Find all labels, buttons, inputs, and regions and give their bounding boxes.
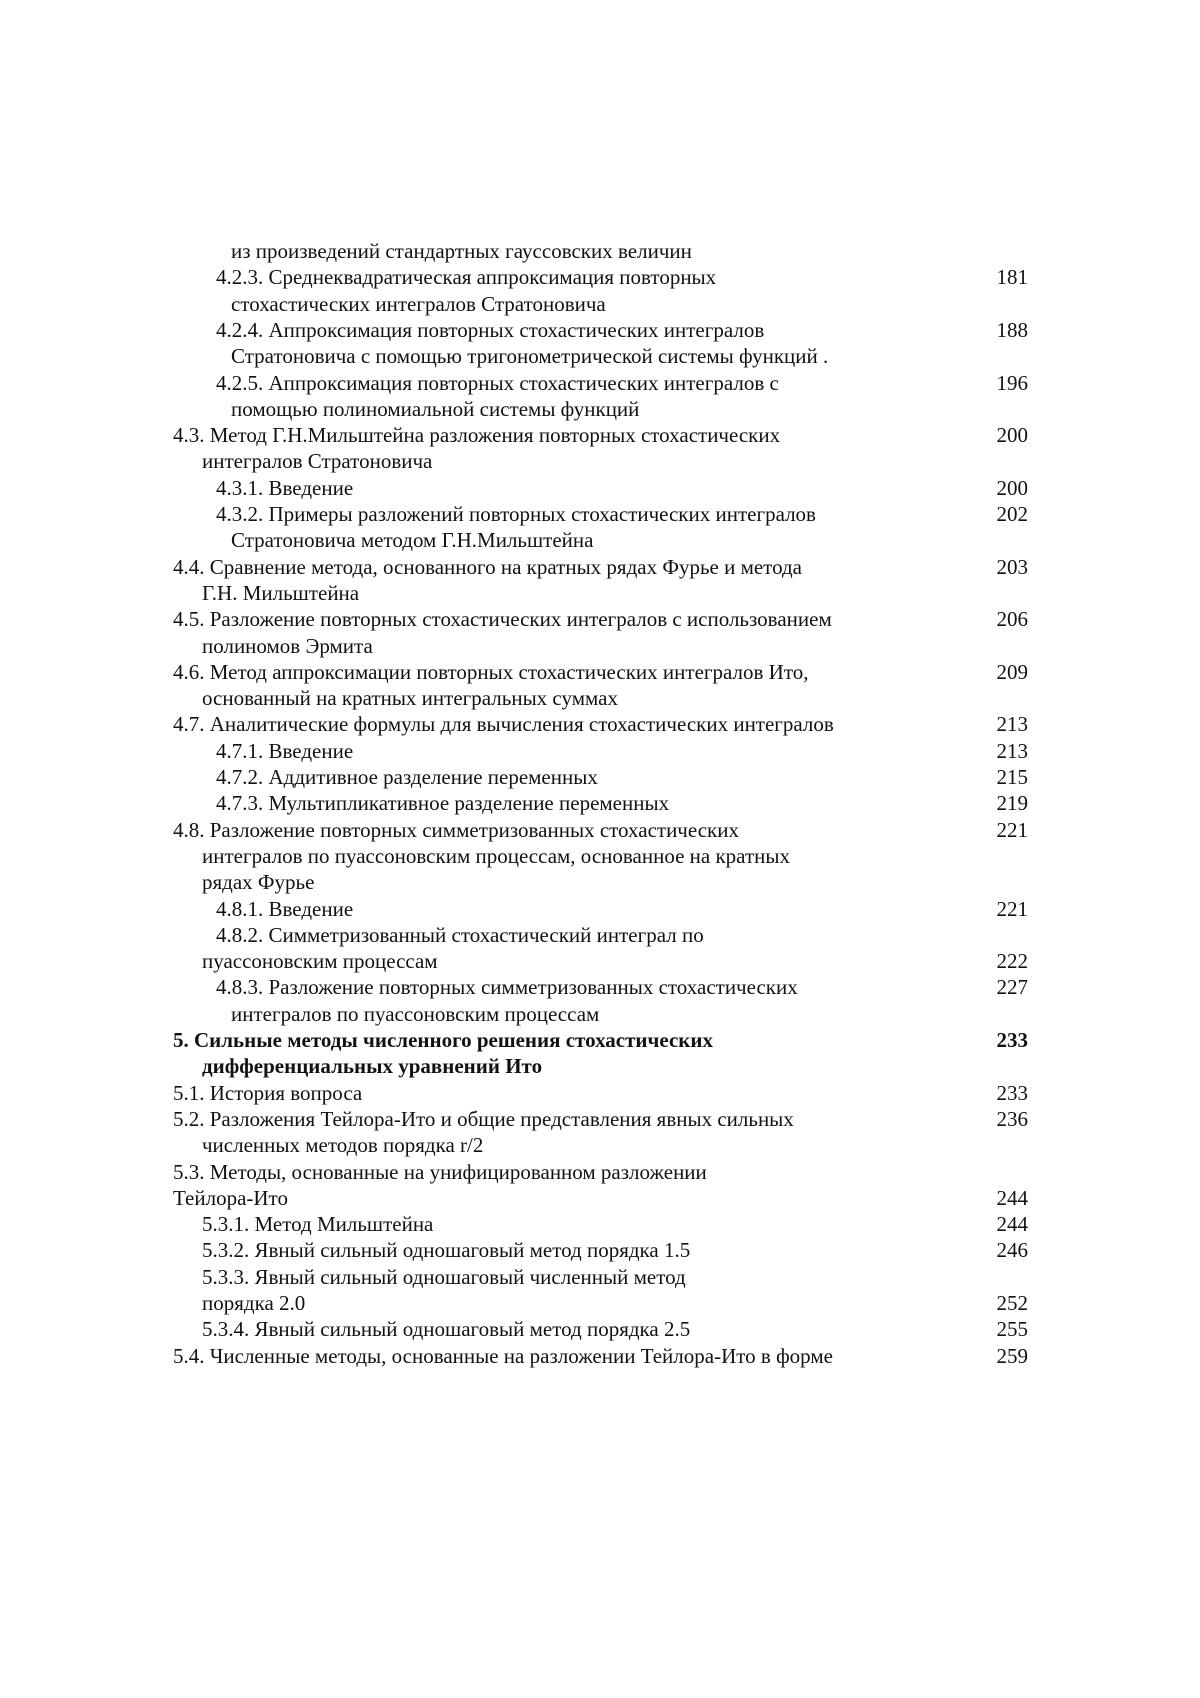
toc-line (0, 342, 1200, 370)
toc-entry-text: 5. Сильные методы численного решения стохастических (173, 1028, 713, 1052)
toc-page-number: 244 (996, 1212, 1028, 1236)
toc-page-number: 209 (996, 660, 1028, 684)
toc-entry-text: 4.7.1. Введение (216, 739, 354, 763)
toc-line (0, 658, 1200, 686)
toc-line (0, 1342, 1200, 1370)
toc-line (0, 1079, 1200, 1107)
toc-entry-text: 4.7.3. Мультипликативное разделение переменных (216, 791, 670, 815)
toc-entry-text: Г.Н. Мильштейна (202, 581, 360, 605)
toc-line (0, 500, 1200, 528)
toc-line (0, 263, 1200, 291)
toc-line (0, 895, 1200, 923)
toc-entry-text: рядах Фурье (202, 870, 315, 894)
toc-entry-text: 5.3.1. Метод Мильштейна (202, 1212, 434, 1236)
toc-line (0, 1158, 1200, 1186)
toc-line (0, 710, 1200, 738)
toc-entry-text: 4.6. Метод аппроксимации повторных стохастических интегралов Ито, (173, 660, 809, 684)
toc-entry-text: интегралов Стратоновича (202, 449, 433, 473)
toc-line (0, 1026, 1200, 1054)
toc-entry-text: 5.3.2. Явный сильный одношаговый метод порядка 1.5 (202, 1238, 691, 1262)
toc-page-number: 188 (996, 318, 1028, 342)
toc-entry-text: 4.3.2. Примеры разложений повторных стохастических интегралов (216, 502, 816, 526)
toc-page-number: 252 (996, 1291, 1028, 1315)
toc-line (0, 526, 1200, 554)
toc-line (0, 763, 1200, 791)
toc-entry-text: 4.3.1. Введение (216, 476, 354, 500)
toc-page-number: 233 (996, 1081, 1028, 1105)
toc-line (0, 1236, 1200, 1264)
toc-line (0, 868, 1200, 896)
toc-entry-text: 4.8.3. Разложение повторных симметризованных стохастических (216, 975, 798, 999)
toc-line (0, 1315, 1200, 1343)
toc-line (0, 632, 1200, 660)
toc-entry-text: 5.3. Методы, основанные на унифицированном разложении (173, 1160, 707, 1184)
toc-entry-text: Стратоновича с помощью тригонометрической системы функций . (231, 344, 829, 368)
toc-entry-text: 4.5. Разложение повторных стохастических интегралов с использованием (173, 607, 832, 631)
toc-line (0, 1184, 1200, 1212)
toc-page-number: 196 (996, 371, 1028, 395)
toc-page-number: 222 (996, 949, 1028, 973)
toc-line (0, 1263, 1200, 1291)
toc-line (0, 816, 1200, 844)
toc-line (0, 316, 1200, 344)
toc-line (0, 605, 1200, 633)
toc-line (0, 395, 1200, 423)
toc-line (0, 1289, 1200, 1317)
toc-page-number: 213 (996, 712, 1028, 736)
toc-entry-text: Тейлора-Ито (173, 1186, 288, 1210)
toc-page-number: 227 (996, 975, 1028, 999)
toc-line (0, 1105, 1200, 1133)
toc-line (0, 290, 1200, 318)
toc-entry-text: стохастических интегралов Стратоновича (231, 292, 606, 316)
toc-line (0, 237, 1200, 265)
toc-entry-text: 5.1. История вопроса (173, 1081, 363, 1105)
toc-entry-text: порядка 2.0 (202, 1291, 306, 1315)
toc-entry-text: 4.2.5. Аппроксимация повторных стохастических интегралов с (216, 371, 779, 395)
toc-page-number: 221 (996, 897, 1028, 921)
toc-entry-text: 5.3.4. Явный сильный одношаговый метод порядка 2.5 (202, 1317, 691, 1341)
toc-entry-text: полиномов Эрмита (202, 634, 373, 658)
toc-line (0, 447, 1200, 475)
toc-entry-text: пуассоновским процессам (202, 949, 438, 973)
toc-line (0, 684, 1200, 712)
toc-entry-text: из произведений стандартных гауссовских величин (231, 239, 692, 263)
toc-page-number: 200 (996, 476, 1028, 500)
toc-entry-text: дифференциальных уравнений Ито (202, 1054, 543, 1078)
toc-page-number: 233 (996, 1028, 1028, 1052)
toc-line (0, 973, 1200, 1001)
toc-entry-text: помощью полиномиальной системы функций (231, 397, 640, 421)
toc-line (0, 369, 1200, 397)
toc-entry-text: Стратоновича методом Г.Н.Мильштейна (231, 528, 594, 552)
toc-page-number: 219 (996, 791, 1028, 815)
toc-line (0, 553, 1200, 581)
toc-line (0, 1052, 1200, 1080)
toc-page-number: 202 (996, 502, 1028, 526)
toc-entry-text: 4.8.2. Симметризованный стохастический интеграл по (216, 923, 704, 947)
toc-page-number: 215 (996, 765, 1028, 789)
toc-page-number: 221 (996, 818, 1028, 842)
toc-page-number: 236 (996, 1107, 1028, 1131)
toc-entry-text: 4.3. Метод Г.Н.Мильштейна разложения повторных стохастических (173, 423, 781, 447)
toc-page-number: 206 (996, 607, 1028, 631)
toc-entry-text: численных методов порядка r/2 (202, 1133, 484, 1157)
toc-line (0, 474, 1200, 502)
toc-entry-text: 4.7. Аналитические формулы для вычисления стохастических интегралов (173, 712, 834, 736)
toc-line (0, 789, 1200, 817)
toc-page-number: 259 (996, 1344, 1028, 1368)
toc-line (0, 921, 1200, 949)
toc-line (0, 947, 1200, 975)
toc-page-number: 200 (996, 423, 1028, 447)
toc-line (0, 1131, 1200, 1159)
toc-line (0, 1000, 1200, 1028)
toc-entry-text: интегралов по пуассоновским процессам, основанное на кратных (202, 844, 790, 868)
toc-entry-text: основанный на кратных интегральных суммах (202, 686, 618, 710)
toc-line (0, 737, 1200, 765)
toc-page-number: 255 (996, 1317, 1028, 1341)
toc-entry-text: 4.8.1. Введение (216, 897, 354, 921)
toc-entry-text: 4.4. Сравнение метода, основанного на кратных рядах Фурье и метода (173, 555, 802, 579)
toc-page-number: 181 (996, 265, 1028, 289)
toc-line (0, 421, 1200, 449)
toc-entry-text: 4.8. Разложение повторных симметризованных стохастических (173, 818, 739, 842)
toc-page-number: 244 (996, 1186, 1028, 1210)
toc-entry-text: 4.7.2. Аддитивное разделение переменных (216, 765, 598, 789)
toc-line (0, 1210, 1200, 1238)
toc-line (0, 842, 1200, 870)
toc-entry-text: 5.2. Разложения Тейлора-Ито и общие представления явных сильных (173, 1107, 794, 1131)
toc-entry-text: 5.3.3. Явный сильный одношаговый численный метод (202, 1265, 686, 1289)
toc-line (0, 579, 1200, 607)
toc-entry-text: 4.2.3. Среднеквадратическая аппроксимация повторных (216, 265, 717, 289)
toc-entry-text: 4.2.4. Аппроксимация повторных стохастических интегралов (216, 318, 765, 342)
toc-page-number: 203 (996, 555, 1028, 579)
toc-entry-text: 5.4. Численные методы, основанные на разложении Тейлора-Ито в форме (173, 1344, 833, 1368)
toc-page-number: 213 (996, 739, 1028, 763)
toc-page-number: 246 (996, 1238, 1028, 1262)
toc-entry-text: интегралов по пуассоновским процессам (231, 1002, 600, 1026)
